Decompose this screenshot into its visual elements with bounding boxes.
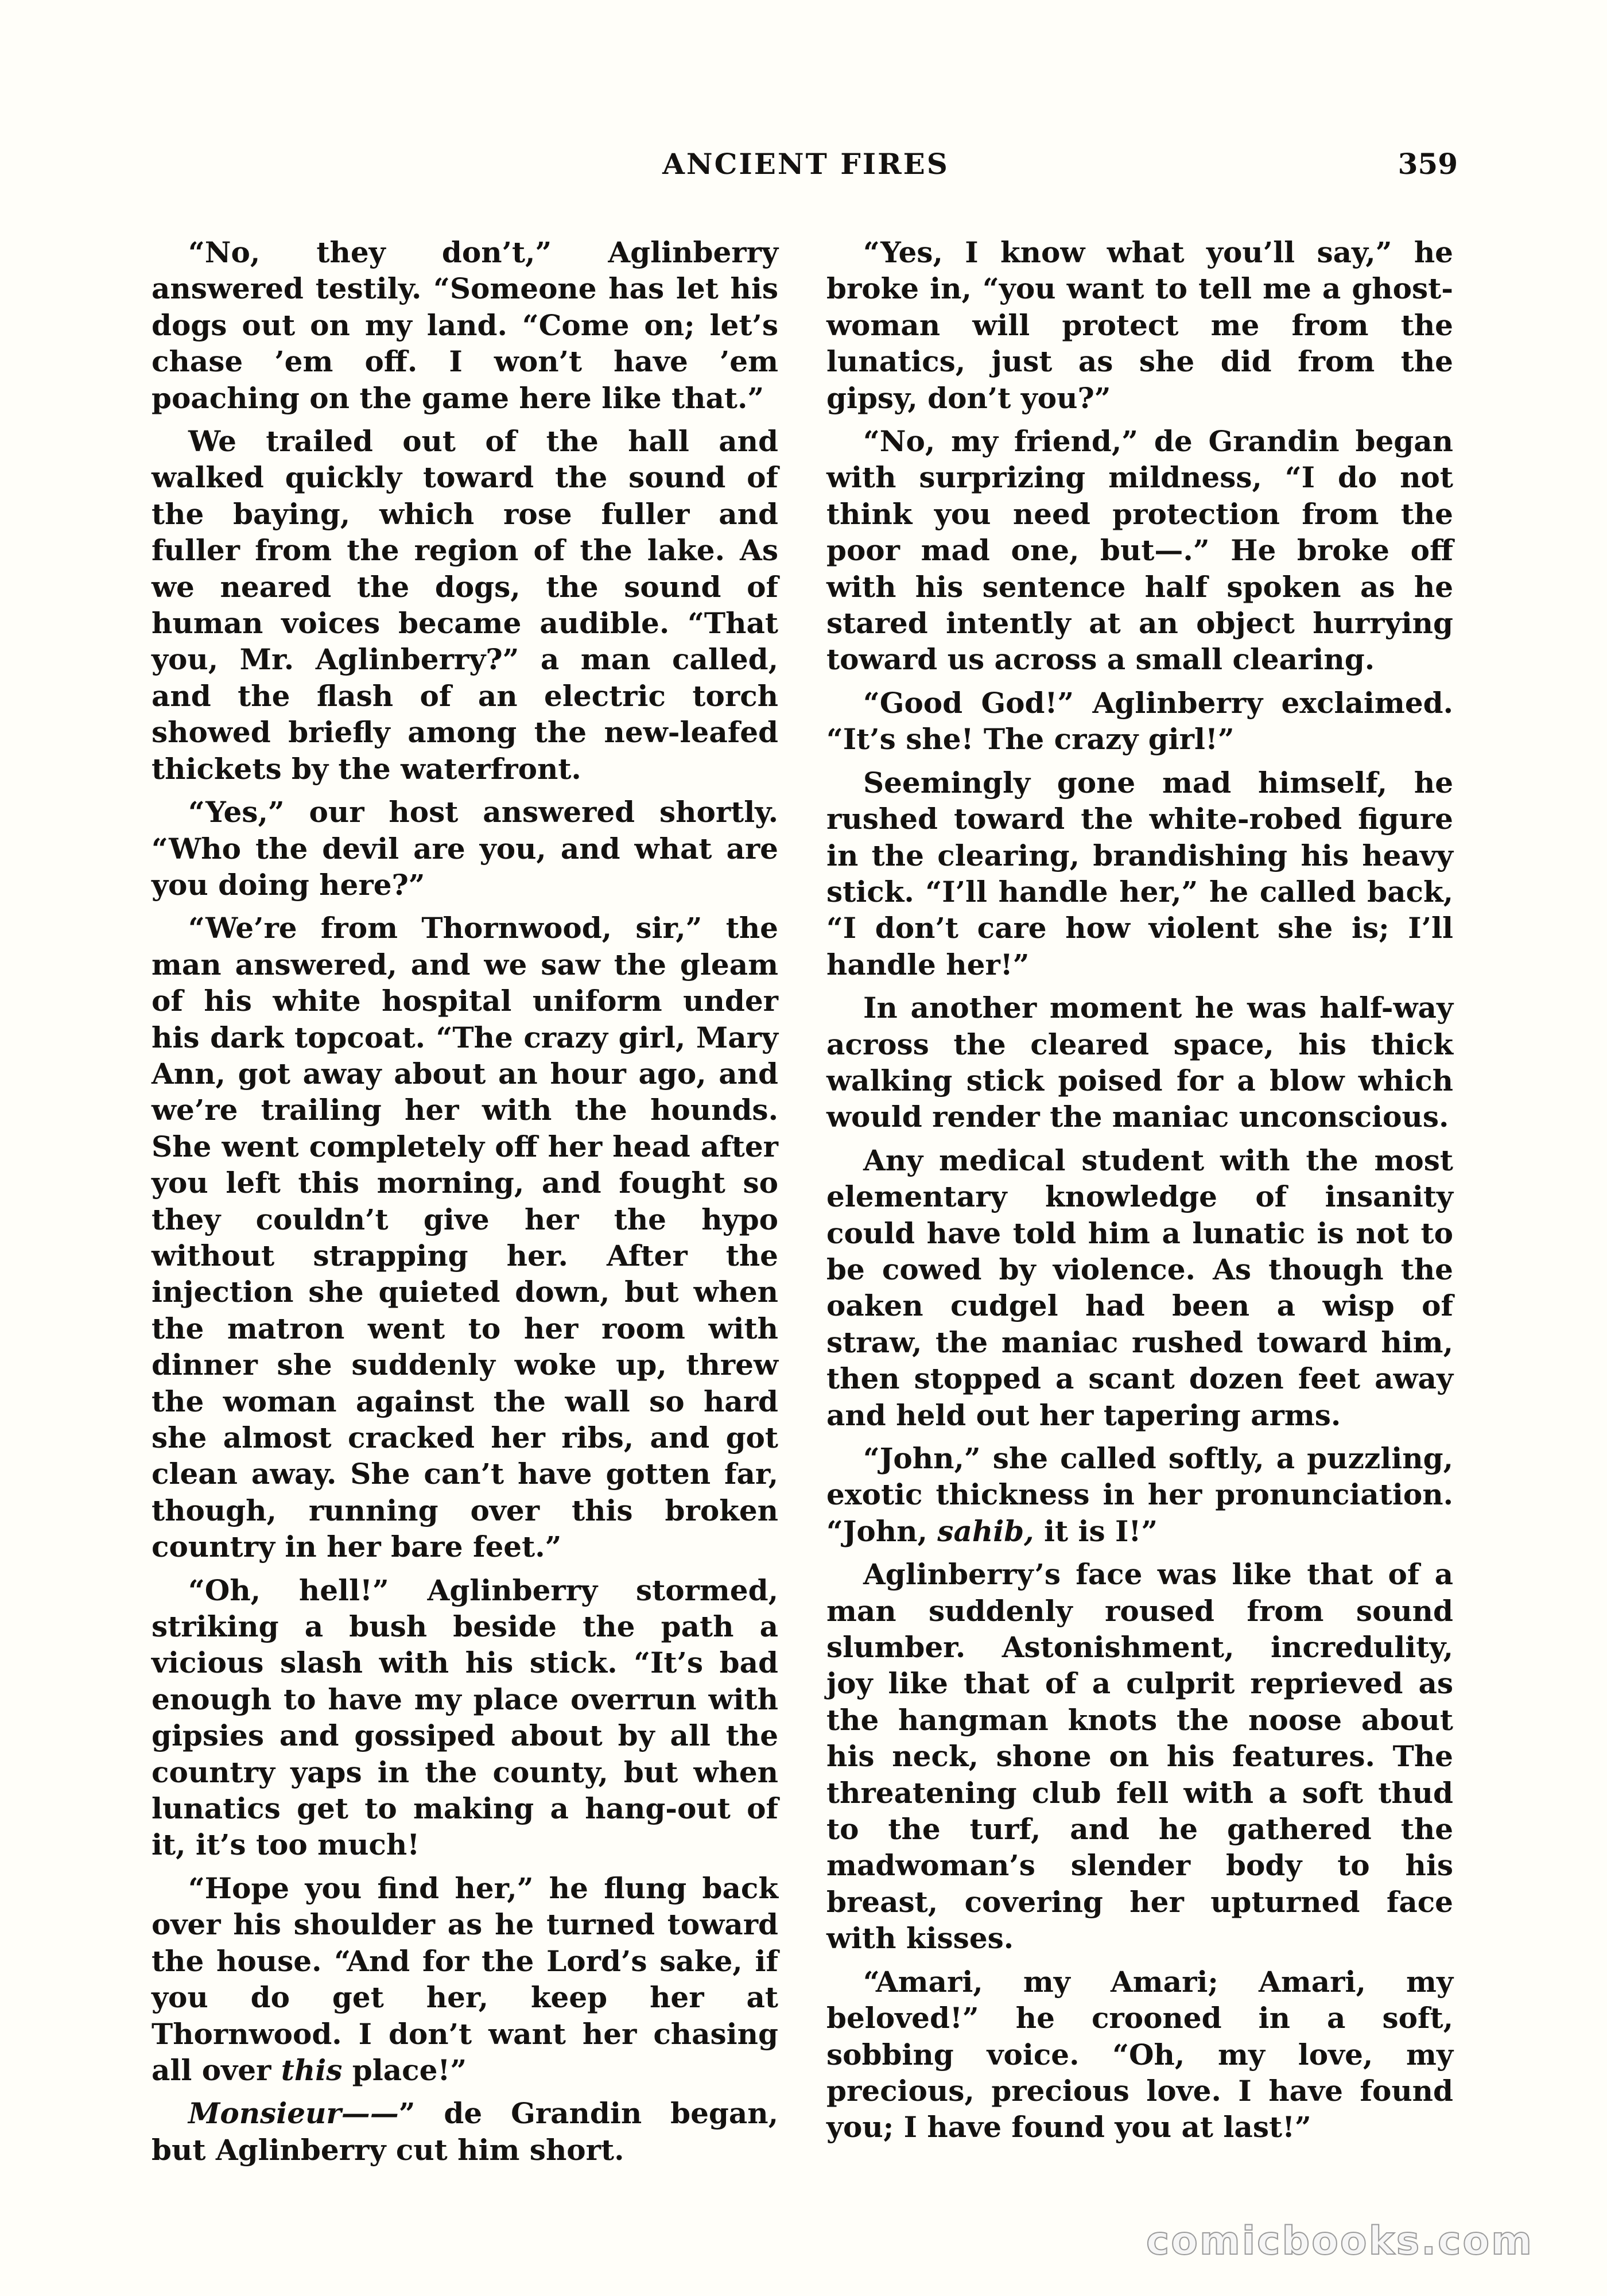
paragraph — [826, 1440, 1453, 1549]
paragraph-text: “Hope you find her,” he flung back over his shoulder as he turned toward the house. “And for the Lord’s sake, if you do get her, keep her at Thornwood. I don’t want her chasing all over — [152, 1871, 778, 2087]
emphasis-text: sahib, — [937, 1514, 1034, 1548]
paragraph: “We’re from Thornwood, sir,” the man answered, and we saw the gleam of his white hospital uniform under his dark topcoat. “The crazy girl, Mary Ann, got away about an hour ago, and we’re trailing her with the hounds. She went completely off her head after you left this morning, and fought so they couldn’t give her the hypo without strapping her. After the injection she quieted down, but when the matron went to her room with dinner she suddenly woke up, threw the woman against the wall so hard she almost cracked her ribs, and got clean away. She can’t have gotten far, though, running over this broken country in her bare feet.” — [152, 911, 778, 1564]
paragraph-text: “John,” she called softly, a puzzling, exotic thickness in her pronunciation. “John, — [826, 1441, 1453, 1548]
left-column — [152, 234, 778, 2175]
right-column — [826, 234, 1453, 2152]
paragraph: “Amari, my Amari; Amari, my beloved!” he crooned in a soft, sobbing voice. “Oh, my love, my precious, precious love. I have found you; I have found you at last!” — [826, 1964, 1453, 2144]
paragraph-text: ” de Grandin began, but Aglinberry cut him short. — [152, 2096, 778, 2167]
paragraph: In another moment he was half-way across the cleared space, his thick walking stick poised for a blow which would render the maniac unconscious. — [826, 991, 1453, 1134]
paragraph: We trailed out of the hall and walked quickly toward the sound of the baying, which rose fuller and fuller from the region of the lake. As we neared the dogs, the sound of human voices became audible. “That you, Mr. Aglinberry?” a man called, and the flash of an electric torch showed briefly among the new-leafed thickets by the waterfront. — [152, 424, 778, 786]
paragraph: “Yes,” our host answered shortly. “Who the devil are you, and what are you doing here?” — [152, 795, 778, 902]
emphasis-text: this — [281, 2053, 343, 2087]
paragraph-text: it is I!” — [1034, 1514, 1158, 1548]
paragraph: Any medical student with the most elementary knowledge of insanity could have told him a lunatic is not to be cowed by violence. As though the oaken cudgel had been a wisp of straw, the maniac rushed toward him, then stopped a scant dozen feet away and held out her tapering arms. — [826, 1143, 1453, 1432]
paragraph: “No, my friend,” de Grandin began with surprizing mildness, “I do not think you need protection from the poor mad one, but—.” He broke off with his sentence half spoken as he stared intently at an object hurrying toward us across a small clearing. — [826, 424, 1453, 677]
page-number: 359 — [1398, 147, 1458, 181]
paragraph: Aglinberry’s face was like that of a man suddenly roused from sound slumber. Astonishment, incredulity, joy like that of a culprit reprieved as the hangman knots the noose about his neck, shone on his features. The threatening club fell with a soft thud to the turf, and he gathered the madwoman’s slender body to his breast, covering her upturned face with kisses. — [826, 1557, 1453, 1956]
paragraph — [152, 1870, 778, 2088]
page-header — [154, 141, 1458, 187]
paragraph: “Oh, hell!” Aglinberry stormed, striking a bush beside the path a vicious slash with his stick. “It’s bad enough to have my place overrun with gipsies and gossiped about by all the country yaps in the county, but when lunatics get to making a hang-out of it, it’s too much! — [152, 1573, 778, 1862]
paragraph: Seemingly gone mad himself, he rushed toward the white-robed figure in the clearing, brandishing his heavy stick. “I’ll handle her,” he called back, “I don’t care how violent she is; I’ll handle her!” — [826, 765, 1453, 982]
emphasis-text: Monsieur—— — [188, 2096, 399, 2131]
paragraph: “Good God!” Aglinberry exclaimed. “It’s she! The crazy girl!” — [826, 685, 1453, 757]
paragraph: “No, they don’t,” Aglinberry answered testily. “Someone has let his dogs out on my land. “Come on; let’s chase ’em off. I won’t have ’em poaching on the game here like that.” — [152, 235, 778, 415]
paragraph: “Yes, I know what you’ll say,” he broke in, “you want to tell me a ghost-woman will protect me from the lunatics, just as she did from the gipsy, don’t you?” — [826, 235, 1453, 415]
running-title: ANCIENT FIRES — [662, 147, 949, 181]
watermark: comicbooks.com — [1146, 2219, 1534, 2264]
paragraph-text: place!” — [342, 2053, 467, 2087]
paragraph — [152, 2095, 778, 2168]
